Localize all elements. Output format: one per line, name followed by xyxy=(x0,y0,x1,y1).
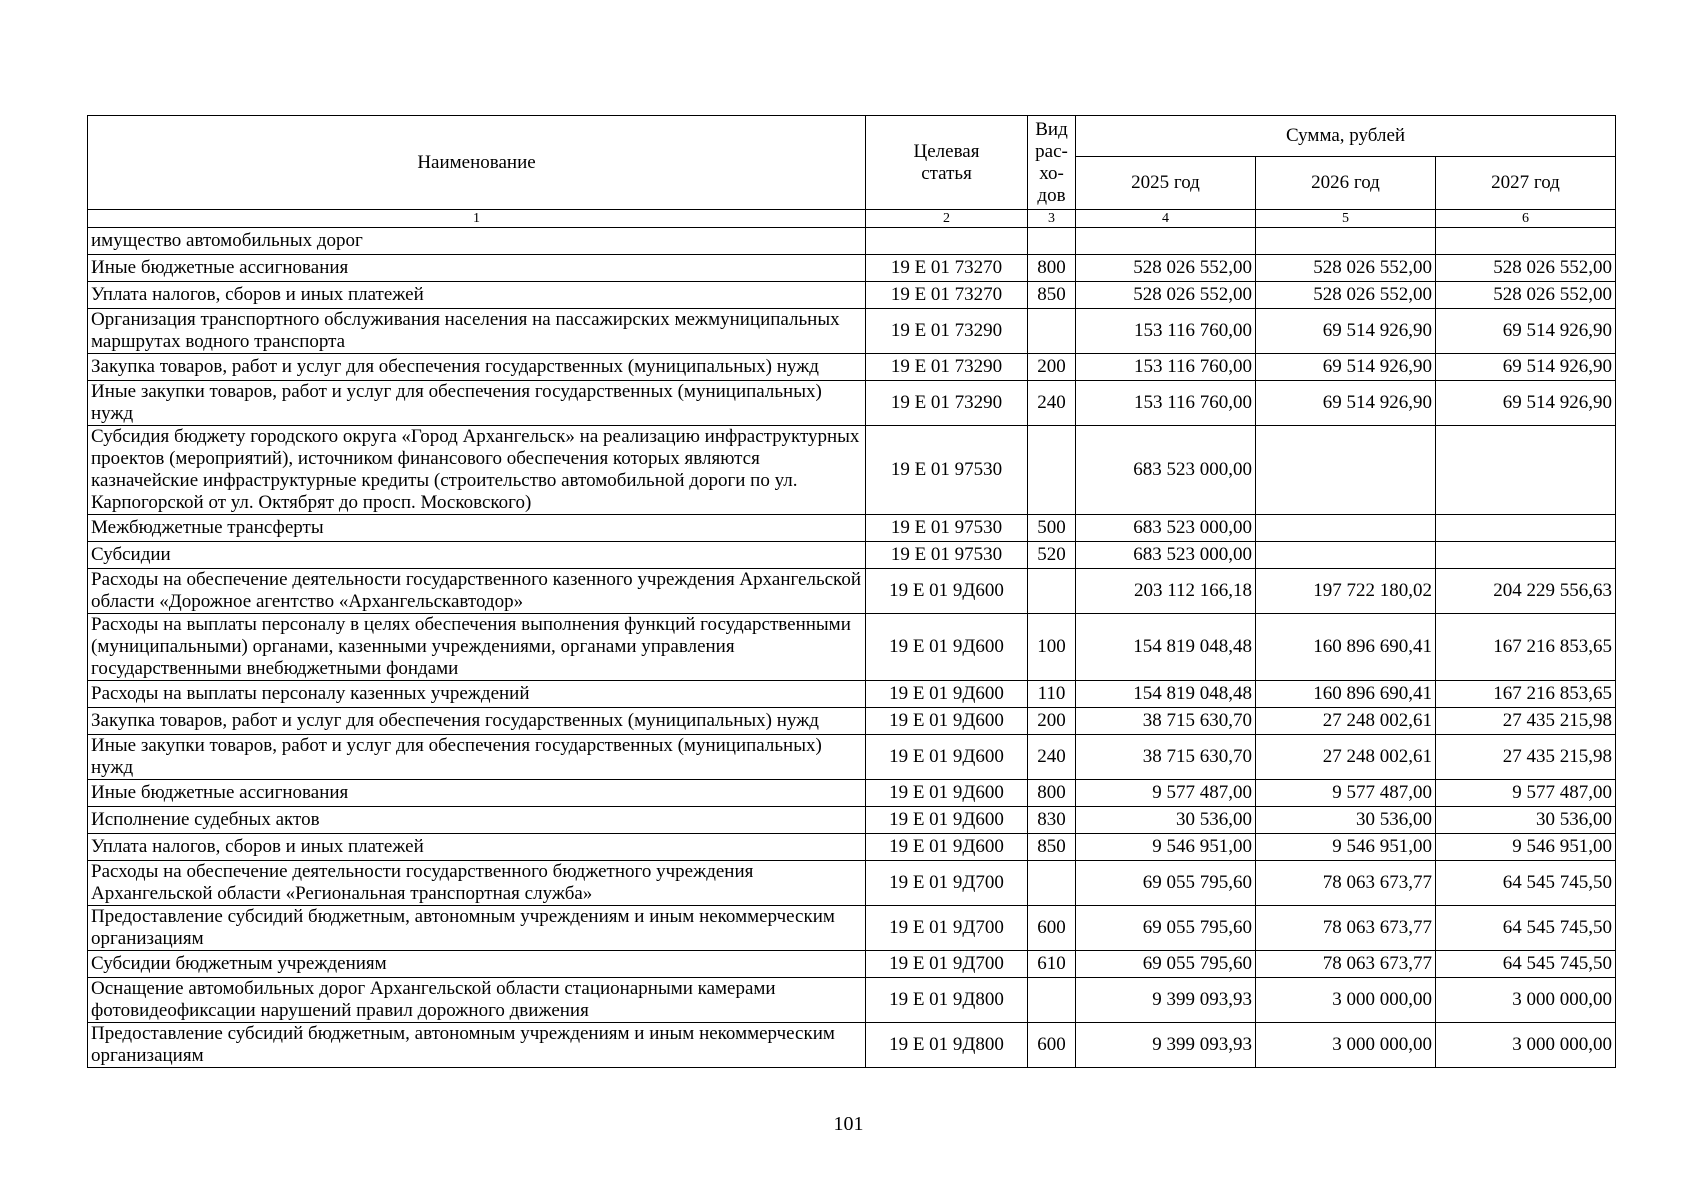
row-sum-2027: 167 216 853,65 xyxy=(1436,681,1616,708)
row-expense-type: 240 xyxy=(1028,381,1076,426)
table-row xyxy=(88,978,1616,1023)
row-target-code: 19 Е 01 97530 xyxy=(866,542,1028,569)
row-target-code: 19 Е 01 97530 xyxy=(866,426,1028,515)
row-target-code: 19 Е 01 73290 xyxy=(866,354,1028,381)
row-target-code: 19 Е 01 73290 xyxy=(866,309,1028,354)
row-sum-2025: 528 026 552,00 xyxy=(1076,282,1256,309)
row-name: Расходы на выплаты персоналу казенных учреждений xyxy=(88,681,866,708)
row-sum-2025: 203 112 166,18 xyxy=(1076,569,1256,614)
row-sum-2025: 69 055 795,60 xyxy=(1076,861,1256,906)
row-expense-type: 110 xyxy=(1028,681,1076,708)
row-sum-2026: 528 026 552,00 xyxy=(1256,255,1436,282)
row-sum-2027: 69 514 926,90 xyxy=(1436,381,1616,426)
row-target-code: 19 Е 01 9Д800 xyxy=(866,1023,1028,1068)
table-row xyxy=(88,255,1616,282)
row-sum-2026: 9 546 951,00 xyxy=(1256,834,1436,861)
row-sum-2025: 69 055 795,60 xyxy=(1076,906,1256,951)
table-row xyxy=(88,569,1616,614)
table-body xyxy=(88,228,1616,1068)
row-sum-2027: 69 514 926,90 xyxy=(1436,354,1616,381)
row-target-code: 19 Е 01 73270 xyxy=(866,255,1028,282)
table-row xyxy=(88,614,1616,681)
row-sum-2027: 27 435 215,98 xyxy=(1436,735,1616,780)
row-expense-type: 240 xyxy=(1028,735,1076,780)
row-name: Расходы на обеспечение деятельности государственного бюджетного учреждения Архангельской области «Региональная транспортная служба» xyxy=(88,861,866,906)
row-sum-2026 xyxy=(1256,542,1436,569)
row-sum-2026: 27 248 002,61 xyxy=(1256,735,1436,780)
row-sum-2027: 64 545 745,50 xyxy=(1436,906,1616,951)
row-expense-type: 830 xyxy=(1028,807,1076,834)
row-name: Организация транспортного обслуживания населения на пассажирских межмуниципальных маршрутах водного транспорта xyxy=(88,309,866,354)
row-sum-2025: 154 819 048,48 xyxy=(1076,614,1256,681)
table-row xyxy=(88,515,1616,542)
row-sum-2027 xyxy=(1436,542,1616,569)
row-sum-2026: 69 514 926,90 xyxy=(1256,354,1436,381)
row-name: Межбюджетные трансферты xyxy=(88,515,866,542)
row-sum-2027: 27 435 215,98 xyxy=(1436,708,1616,735)
row-sum-2025: 683 523 000,00 xyxy=(1076,542,1256,569)
row-sum-2025: 38 715 630,70 xyxy=(1076,735,1256,780)
row-sum-2027: 3 000 000,00 xyxy=(1436,978,1616,1023)
row-expense-type xyxy=(1028,228,1076,255)
table-row xyxy=(88,951,1616,978)
page-number: 101 xyxy=(833,1113,864,1135)
row-expense-type: 850 xyxy=(1028,834,1076,861)
table-row xyxy=(88,426,1616,515)
row-expense-type xyxy=(1028,569,1076,614)
table-row xyxy=(88,228,1616,255)
row-sum-2025: 9 546 951,00 xyxy=(1076,834,1256,861)
header-name: Наименование xyxy=(88,116,866,210)
header-vid-line: рас- xyxy=(1035,140,1068,162)
row-target-code: 19 Е 01 73270 xyxy=(866,282,1028,309)
row-name: Предоставление субсидий бюджетным, автономным учреждениям и иным некоммерческим организациям xyxy=(88,1023,866,1068)
row-target-code: 19 Е 01 9Д600 xyxy=(866,569,1028,614)
row-sum-2025: 154 819 048,48 xyxy=(1076,681,1256,708)
row-sum-2026: 78 063 673,77 xyxy=(1256,861,1436,906)
row-expense-type: 200 xyxy=(1028,708,1076,735)
row-target-code: 19 Е 01 9Д600 xyxy=(866,681,1028,708)
row-expense-type: 520 xyxy=(1028,542,1076,569)
row-sum-2025: 683 523 000,00 xyxy=(1076,515,1256,542)
row-sum-2027: 167 216 853,65 xyxy=(1436,614,1616,681)
row-expense-type: 200 xyxy=(1028,354,1076,381)
column-number: 2 xyxy=(866,210,1028,228)
row-expense-type: 800 xyxy=(1028,780,1076,807)
row-sum-2025: 9 399 093,93 xyxy=(1076,1023,1256,1068)
table-row xyxy=(88,834,1616,861)
table-row xyxy=(88,861,1616,906)
row-sum-2027: 64 545 745,50 xyxy=(1436,951,1616,978)
header-row-numbers xyxy=(88,210,1616,228)
column-number: 5 xyxy=(1256,210,1436,228)
row-name: Иные бюджетные ассигнования xyxy=(88,780,866,807)
table-row xyxy=(88,906,1616,951)
row-sum-2025: 153 116 760,00 xyxy=(1076,354,1256,381)
row-sum-2026 xyxy=(1256,228,1436,255)
row-sum-2027 xyxy=(1436,426,1616,515)
row-sum-2026: 78 063 673,77 xyxy=(1256,906,1436,951)
row-sum-2025: 9 399 093,93 xyxy=(1076,978,1256,1023)
row-name: Исполнение судебных актов xyxy=(88,807,866,834)
table-row xyxy=(88,780,1616,807)
budget-table xyxy=(87,115,1616,1068)
row-target-code xyxy=(866,228,1028,255)
row-expense-type: 800 xyxy=(1028,255,1076,282)
row-name: Субсидии xyxy=(88,542,866,569)
row-name: Уплата налогов, сборов и иных платежей xyxy=(88,834,866,861)
row-sum-2026: 69 514 926,90 xyxy=(1256,309,1436,354)
header-row-top xyxy=(88,116,1616,157)
row-sum-2026: 69 514 926,90 xyxy=(1256,381,1436,426)
row-sum-2026: 160 896 690,41 xyxy=(1256,614,1436,681)
row-name: Иные закупки товаров, работ и услуг для обеспечения государственных (муниципальных) нужд xyxy=(88,735,866,780)
header-vid-line: Вид xyxy=(1035,118,1068,140)
row-sum-2025: 683 523 000,00 xyxy=(1076,426,1256,515)
table-row xyxy=(88,681,1616,708)
table-row xyxy=(88,282,1616,309)
header-year-2025: 2025 год xyxy=(1076,157,1256,210)
row-sum-2026: 9 577 487,00 xyxy=(1256,780,1436,807)
row-sum-2027: 528 026 552,00 xyxy=(1436,255,1616,282)
row-expense-type xyxy=(1028,861,1076,906)
row-sum-2027: 9 577 487,00 xyxy=(1436,780,1616,807)
row-name: Расходы на обеспечение деятельности государственного казенного учреждения Архангельской области «Дорожное агентство «Архангельскавтодор» xyxy=(88,569,866,614)
header-year-2026: 2026 год xyxy=(1256,157,1436,210)
row-sum-2027 xyxy=(1436,228,1616,255)
row-expense-type: 610 xyxy=(1028,951,1076,978)
row-name: Оснащение автомобильных дорог Архангельской области стационарными камерами фотовидеофиксации нарушений правил дорожного движения xyxy=(88,978,866,1023)
row-expense-type: 100 xyxy=(1028,614,1076,681)
row-name: Иные бюджетные ассигнования xyxy=(88,255,866,282)
row-target-code: 19 Е 01 9Д600 xyxy=(866,807,1028,834)
row-sum-2026: 160 896 690,41 xyxy=(1256,681,1436,708)
row-sum-2026 xyxy=(1256,426,1436,515)
row-sum-2025: 30 536,00 xyxy=(1076,807,1256,834)
row-target-code: 19 Е 01 9Д600 xyxy=(866,780,1028,807)
row-target-code: 19 Е 01 73290 xyxy=(866,381,1028,426)
row-name: Предоставление субсидий бюджетным, автономным учреждениям и иным некоммерческим организациям xyxy=(88,906,866,951)
row-name: имущество автомобильных дорог xyxy=(88,228,866,255)
header-year-2027: 2027 год xyxy=(1436,157,1616,210)
row-expense-type xyxy=(1028,309,1076,354)
row-name: Субсидия бюджету городского округа «Город Архангельск» на реализацию инфраструктурных проектов (мероприятий), источником финансового обеспечения которых являются казначейские инфраструктурные кредиты (строительство автомобильной дороги по ул. Карпогорской от ул. Октябрят до просп. Московского) xyxy=(88,426,866,515)
column-number: 4 xyxy=(1076,210,1256,228)
row-name: Закупка товаров, работ и услуг для обеспечения государственных (муниципальных) нужд xyxy=(88,708,866,735)
table-row xyxy=(88,1023,1616,1068)
row-sum-2026: 3 000 000,00 xyxy=(1256,978,1436,1023)
header-vid xyxy=(1028,116,1076,210)
row-sum-2026: 528 026 552,00 xyxy=(1256,282,1436,309)
row-sum-2025 xyxy=(1076,228,1256,255)
table-row xyxy=(88,542,1616,569)
row-expense-type: 600 xyxy=(1028,1023,1076,1068)
table-row xyxy=(88,309,1616,354)
row-expense-type: 500 xyxy=(1028,515,1076,542)
row-sum-2026: 27 248 002,61 xyxy=(1256,708,1436,735)
column-number: 3 xyxy=(1028,210,1076,228)
row-sum-2027: 204 229 556,63 xyxy=(1436,569,1616,614)
row-target-code: 19 Е 01 9Д700 xyxy=(866,951,1028,978)
column-number: 1 xyxy=(88,210,866,228)
row-name: Субсидии бюджетным учреждениям xyxy=(88,951,866,978)
row-sum-2026: 78 063 673,77 xyxy=(1256,951,1436,978)
row-target-code: 19 Е 01 9Д600 xyxy=(866,708,1028,735)
row-target-code: 19 Е 01 9Д700 xyxy=(866,861,1028,906)
table-row xyxy=(88,807,1616,834)
row-sum-2027: 64 545 745,50 xyxy=(1436,861,1616,906)
header-vid-line: дов xyxy=(1037,184,1066,206)
table-row xyxy=(88,381,1616,426)
row-target-code: 19 Е 01 9Д600 xyxy=(866,614,1028,681)
column-number: 6 xyxy=(1436,210,1616,228)
row-sum-2026 xyxy=(1256,515,1436,542)
row-sum-2027: 528 026 552,00 xyxy=(1436,282,1616,309)
row-sum-2026: 3 000 000,00 xyxy=(1256,1023,1436,1068)
row-sum-2027: 69 514 926,90 xyxy=(1436,309,1616,354)
row-name: Расходы на выплаты персоналу в целях обеспечения выполнения функций государственными (муниципальными) органами, казенными учреждениями, органами управления государственными внебюджетными фондами xyxy=(88,614,866,681)
table-row xyxy=(88,708,1616,735)
row-name: Иные закупки товаров, работ и услуг для обеспечения государственных (муниципальных) нужд xyxy=(88,381,866,426)
header-code: Целевая статья xyxy=(866,116,1028,210)
row-sum-2027 xyxy=(1436,515,1616,542)
row-target-code: 19 Е 01 9Д600 xyxy=(866,735,1028,780)
row-target-code: 19 Е 01 9Д800 xyxy=(866,978,1028,1023)
row-expense-type xyxy=(1028,426,1076,515)
header-vid-line: хо- xyxy=(1039,162,1064,184)
row-sum-2027: 3 000 000,00 xyxy=(1436,1023,1616,1068)
row-target-code: 19 Е 01 97530 xyxy=(866,515,1028,542)
budget-table-container xyxy=(87,115,1615,1068)
row-sum-2025: 69 055 795,60 xyxy=(1076,951,1256,978)
row-sum-2025: 9 577 487,00 xyxy=(1076,780,1256,807)
row-sum-2025: 153 116 760,00 xyxy=(1076,381,1256,426)
row-sum-2026: 197 722 180,02 xyxy=(1256,569,1436,614)
table-row xyxy=(88,735,1616,780)
row-sum-2025: 528 026 552,00 xyxy=(1076,255,1256,282)
row-sum-2027: 9 546 951,00 xyxy=(1436,834,1616,861)
row-target-code: 19 Е 01 9Д600 xyxy=(866,834,1028,861)
row-expense-type: 600 xyxy=(1028,906,1076,951)
table-row xyxy=(88,354,1616,381)
row-target-code: 19 Е 01 9Д700 xyxy=(866,906,1028,951)
row-sum-2026: 30 536,00 xyxy=(1256,807,1436,834)
row-name: Уплата налогов, сборов и иных платежей xyxy=(88,282,866,309)
row-name: Закупка товаров, работ и услуг для обеспечения государственных (муниципальных) нужд xyxy=(88,354,866,381)
row-sum-2025: 38 715 630,70 xyxy=(1076,708,1256,735)
header-sum: Сумма, рублей xyxy=(1076,116,1616,157)
row-expense-type: 850 xyxy=(1028,282,1076,309)
row-sum-2025: 153 116 760,00 xyxy=(1076,309,1256,354)
row-sum-2027: 30 536,00 xyxy=(1436,807,1616,834)
row-expense-type xyxy=(1028,978,1076,1023)
